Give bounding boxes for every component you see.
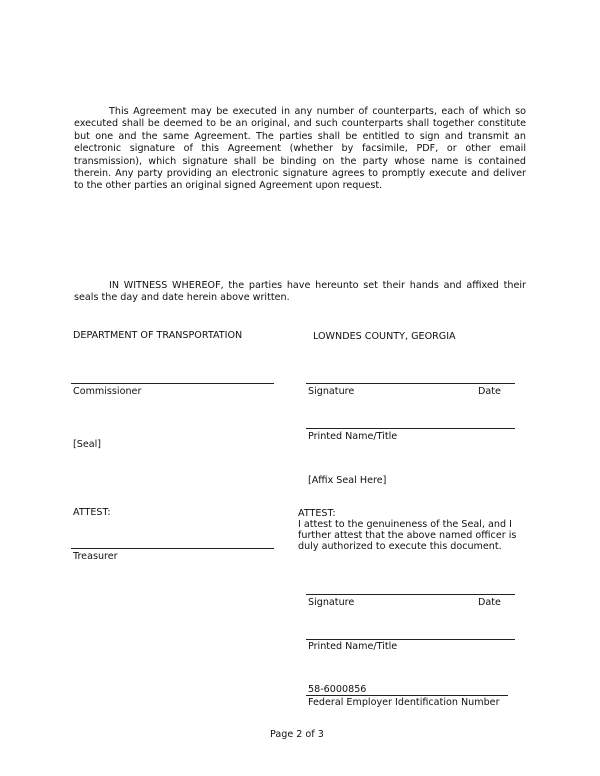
fein-label: Federal Employer Identification Number: [308, 697, 500, 708]
signature-label-2: Signature: [308, 597, 355, 608]
date-label-2: Date: [478, 597, 501, 608]
counterparts-text: This Agreement may be executed in any number of counterparts, each of which so executed shall be deemed to be an original, and such counterparts shall together constitute but one and the same Agreement. The parties shall be entitled to sign and transmit an electronic signature of this Agreement (whether by facsimile, PDF, or other email transmission), which signature shall be binding on the party whose name is contained therein. Any party providing an electronic signature agrees to promptly execute and deliver to the other parties an original signed Agreement upon request.: [74, 106, 526, 192]
right-attest-label: ATTEST:: [298, 508, 336, 519]
fein-line: [306, 695, 508, 696]
fein-value: 58-6000856: [308, 684, 367, 695]
page-number: Page 2 of 3: [270, 729, 324, 740]
affix-seal-label: [Affix Seal Here]: [308, 475, 387, 486]
left-party-name: DEPARTMENT OF TRANSPORTATION: [73, 330, 243, 341]
right-party-name: LOWNDES COUNTY, GEORGIA: [313, 331, 456, 342]
printed-name-label-2: Printed Name/Title: [308, 641, 398, 652]
commissioner-signature-line: [71, 383, 274, 384]
signature-label-1: Signature: [308, 386, 355, 397]
witness-text: IN WITNESS WHEREOF, the parties have hereunto set their hands and affixed their seals the day and date herein above written.: [74, 280, 526, 304]
printed-name-line-1: [306, 428, 515, 429]
signature-line-2: [306, 594, 515, 595]
treasurer-signature-line: [71, 548, 274, 549]
printed-name-label-1: Printed Name/Title: [308, 431, 398, 442]
commissioner-label: Commissioner: [73, 386, 142, 397]
seal-label: [Seal]: [73, 439, 102, 450]
left-attest-label: ATTEST:: [73, 507, 111, 518]
treasurer-label: Treasurer: [73, 551, 118, 562]
witness-paragraph: [74, 280, 526, 305]
printed-name-line-2: [306, 639, 515, 640]
attest-statement: I attest to the genuineness of the Seal, and I further attest that the above named officer is duly authorized to execute this document.: [298, 519, 517, 553]
signature-line-1: [306, 383, 515, 384]
counterparts-paragraph: [74, 106, 526, 193]
date-label-1: Date: [478, 386, 501, 397]
